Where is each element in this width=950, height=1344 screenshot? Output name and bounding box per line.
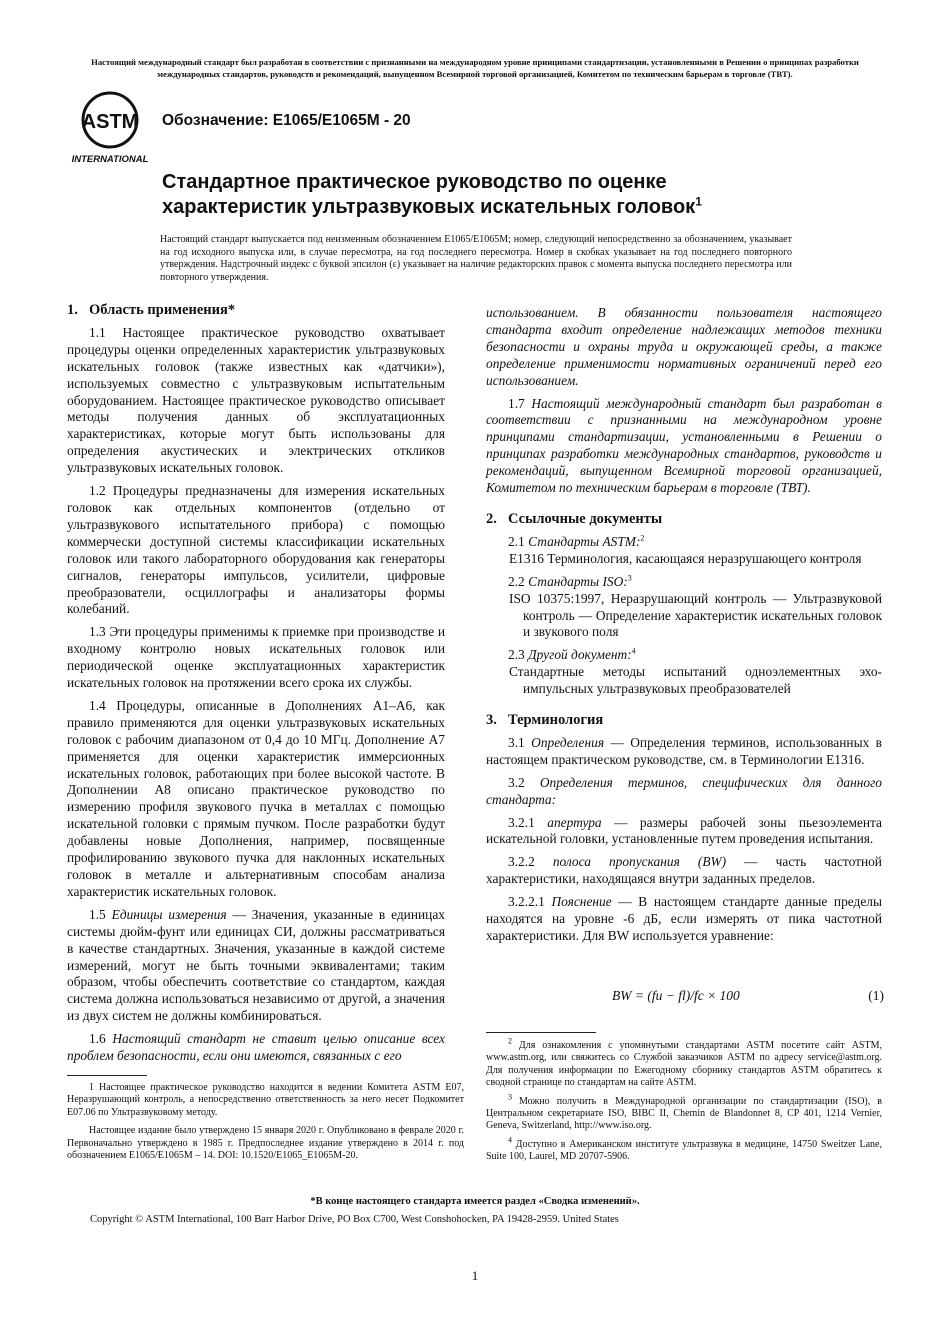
footnote-4: $^4$ Доступно в Американском институте ультразвука в медицине, 14750 Sweitzer Lane, Suite 100, Laurel, MD 20707-5906. (486, 1135, 882, 1163)
left-column (67, 302, 445, 1065)
title-footnote-ref: 1 (695, 194, 702, 209)
section-1-heading: 1. Область применения* (67, 302, 236, 318)
footnote-1: 1 Настоящее практическое руководство находится в ведении Комитета ASTM E07, Неразрушающий контроль, а непосредственно ответственность за него несет Подкомитет E07.06 по Ультразвуковому методу. (67, 1082, 464, 1118)
para-1-3: 1.3 Эти процедуры применимы к приемке при производстве и входному контролю новых искательных головок или периодической оценке эксплуатационных характеристик искательных головок на протяжении всего срока их службы. (67, 624, 445, 691)
page-number: 1 (471, 1268, 479, 1283)
logo-text-top: ASTM (81, 111, 139, 133)
copyright: Copyright © ASTM International, 100 Barr Harbor Drive, PO Box C700, West Conshohocken, PA 19428-2959. United States (90, 1214, 619, 1225)
footnote-3: $^3$ Можно получить в Международной организации по стандартизации (ISO), в Центральном секретариате ISO, BIBC II, Chemin de Blandonnet 8, CP 401, 1214 Vernier, Geneva, Switzerland, http://www.iso.org. (486, 1092, 882, 1132)
footnotes-left (67, 1082, 464, 1162)
section-2-heading: 2. Ссылочные документы (486, 510, 663, 527)
equation-number: (1) (868, 988, 884, 1003)
title-line2: характеристик ультразвуковых искательных головок (162, 196, 696, 218)
ref-2-2: 2.2 Стандарты ISO:$^3$ (508, 573, 632, 589)
ref-2-3: 2.3 Другой документ:$^4$ (508, 646, 636, 663)
para-1-6: 1.6 Настоящий стандарт не ставит целью описание всех проблем безопасности, если они имеются, связанных с его (67, 1031, 445, 1064)
footnote-rule-left (67, 1075, 147, 1076)
para-1-7: 1.7 Настоящий международный стандарт был разработан в соответствии с признанными на международном уровне принципами стандартизации, установленными в Решении о принципах разработки международных стандартов, руководств и рекомендаций, выпущенном Всемирной торговой организацией, Комитетом по техническим барьерам в торговле (ТВТ). (486, 395, 882, 496)
footnotes-right (486, 1036, 882, 1164)
document-title (162, 170, 862, 220)
ref-item-other: Стандартные методы испытаний одноэлементных эхо-импульсных ультразвуковых преобразователей (509, 664, 882, 697)
para-3-2-2-1: 3.2.2.1 Пояснение — В настоящем стандарте данные пределы находятся на уровне -6 дБ, если измерять от пика частотной характеристики. Для BW используется уравнение: (486, 894, 882, 943)
header-notice: Настоящий международный стандарт был разработан в соответствии с признанными на международном уровне принципами стандартизации, установленными в Решении о принципах разработки международных стандартов, руководств и рекомендаций, выпущенном Всемирной торговой организацией, Комитетом по техническим барьерам в торговле (ТВТ). (91, 57, 859, 79)
footnote-1-edition: Настоящее издание было утверждено 15 января 2020 г. Опубликовано в феврале 2020 г. Первоначально утверждено в 1985 г. Предпоследнее издание утверждено в 2014 г. под обозначением E1065/E1065M – 14. DOI: 10.1520/E1065_E1065M-20. (67, 1125, 464, 1162)
right-column (486, 305, 882, 945)
para-3-2: 3.2 Определения терминов, специфических для данного стандарта: (486, 774, 882, 807)
ref-item-iso: ISO 10375:1997, Неразрушающий контроль — Ультразвуковой контроль — Определение характеристик искательных головок и звукового поля (509, 590, 882, 640)
para-3-1: 3.1 Определения — Определения терминов, использованных в настоящем практическом руководстве, см. в Терминологии E1316. (486, 734, 882, 767)
para-3-2-1: 3.2.1 апертура — размеры рабочей зоны пьезоэлемента искательной головки, установленные путем проведения испытания. (486, 814, 882, 847)
para-1-5: 1.5 Единицы измерения — Значения, указанные в единицах системы дюйм-фунт или единицах СИ, должны рассматриваться в качестве стандартных. Значения, указанные в каждой системе измерений, могут не быть точными эквивалентами; таким образом, чтобы обеспечить соответствие со стандартом, каждая система должна использоваться независимо от другой, а значения из двух систем не должны комбинироваться. (67, 906, 445, 1024)
footnote-rule-right (486, 1032, 596, 1033)
equation-text: BW = (fu − fl)/fc × 100 (612, 988, 740, 1003)
astm-logo (66, 90, 154, 166)
ref-item-e1316: E1316 Терминология, касающаяся неразрушающего контроля (509, 550, 862, 566)
equation-1 (612, 988, 884, 1004)
intro-paragraph: Настоящий стандарт выпускается под неизменным обозначением E1065/E1065M; номер, следующий непосредственно за обозначением, указывает на год исходного выпуска или, в случае пересмотра, на год последнего пересмотра. Номер в скобках указывает на год последнего повторного утверждения. Надстрочный индекс с буквой эпсилон (ε) указывает на наличие редакторских правок с момента выпуска последнего пересмотра или повторного утверждения. (160, 234, 792, 283)
para-1-4: 1.4 Процедуры, описанные в Дополнениях A1–A6, как правило применяются для оценки ультразвуковых искательных головок с рабочим диапазоном от 0,4 до 10 МГц. Дополнение A7 применяется для оценки характеристик иммерсионных искательных головок, работающих при более высокой частоте. В Дополнении A8 описано практическое руководство по измерению профиля звукового пучка в металлах с помощью искательной головки с прямым пучком. После разработки будут добавлены новые Дополнения, например, посвященные профилированию звукового пучка для наклонных искательных головок в металле и альтернативным способам анализа характеристик искательных головок. (67, 697, 445, 899)
designation: Обозначение: E1065/E1065M - 20 (162, 112, 411, 129)
para-3-2-2: 3.2.2 полоса пропускания (BW) — часть частотной характеристики, находящаяся внутри заданных пределов. (486, 854, 882, 887)
para-1-1: 1.1 Настоящее практическое руководство охватывает процедуры оценки определенных характеристик ультразвуковых искательных головок (также известных как «датчики»), используемых совместно с ультразвуковым испытательным оборудованием. Настоящее практическое руководство описывает методы получения данных об эксплуатационных характеристиках, которые могут быть использованы для определения акустических и электрических откликов ультразвуковых искательных головок. (67, 324, 445, 476)
para-1-6-cont: использованием. В обязанности пользователя настоящего стандарта входит определение надлежащих методов техники безопасности и охраны труда и окружающей среды, а также определение применимости нормативных ограничений перед его использованием. (486, 305, 882, 388)
logo-text-bottom: INTERNATIONAL (71, 154, 149, 165)
summary-of-changes-note: *В конце настоящего стандарта имеется раздел «Сводка изменений». (310, 1196, 640, 1207)
ref-2-1: 2.1 Стандарты ASTM:$^2$ (508, 533, 645, 549)
para-1-2: 1.2 Процедуры предназначены для измерения искательных головок как отдельных компонентов (отдельно от ультразвукового испытательного прибора) с помощью коммерчески доступной системы классификации искательных головок или такого лабораторного оборудования как генераторы сигналов, генераторы импульсов, усилители, цифровые преобразователи, осциллографы и анализаторы формы колебаний. (67, 483, 445, 617)
footnote-2: $^2$ Для ознакомления с упомянутыми стандартами ASTM посетите сайт ASTM, www.astm.org, или свяжитесь со Службой заказчиков ASTM по адресу service@astm.org. Для получения информации по Ежегодному сборнику стандартов ASTM обратитесь к сводной странице по стандартам на сайте ASTM. (486, 1036, 882, 1089)
section-3-heading: 3. Терминология (486, 712, 604, 729)
title-line1: Стандартное практическое руководство по оценке (162, 171, 667, 193)
